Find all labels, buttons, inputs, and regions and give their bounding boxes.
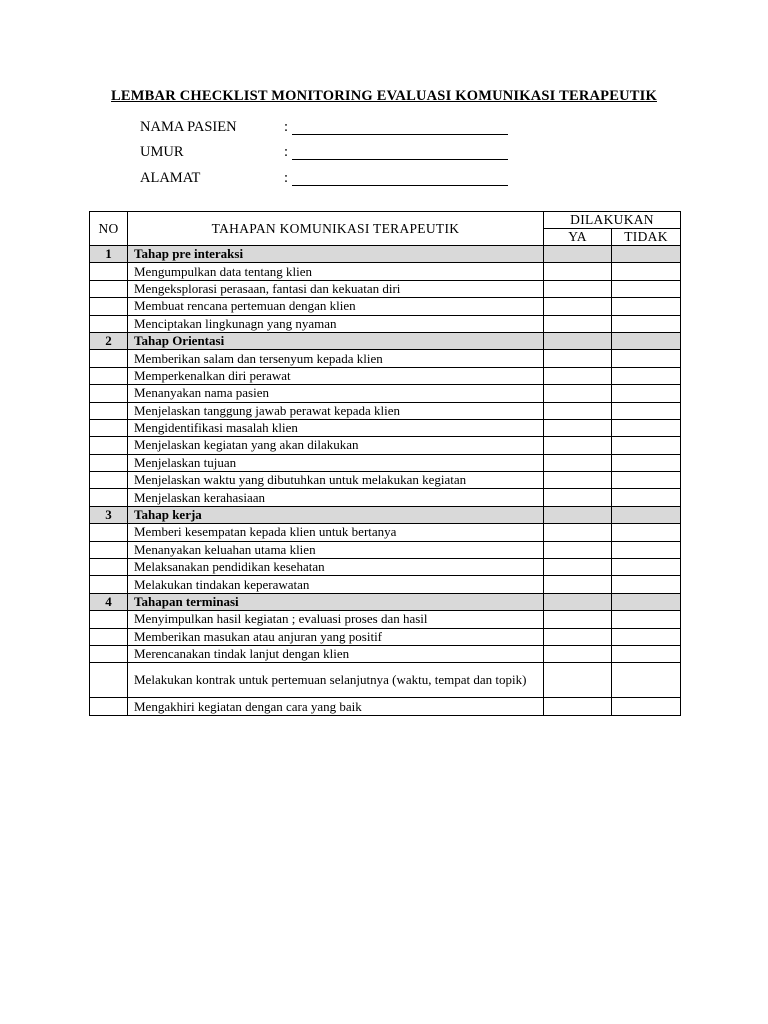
yes-checkbox-cell[interactable] bbox=[544, 541, 612, 558]
checklist-item-row bbox=[90, 454, 681, 471]
checklist-item-row bbox=[90, 263, 681, 280]
patient-name-blank[interactable] bbox=[292, 134, 508, 135]
item-number-cell bbox=[90, 454, 128, 471]
item-number-cell bbox=[90, 576, 128, 593]
section-number: 1 bbox=[90, 246, 128, 263]
not-checkbox-cell[interactable] bbox=[612, 402, 681, 419]
checklist-body bbox=[90, 246, 681, 716]
header-no: NO bbox=[90, 212, 128, 246]
item-text: Melaksanakan pendidikan kesehatan bbox=[128, 559, 544, 576]
yes-checkbox-cell[interactable] bbox=[544, 385, 612, 402]
yes-checkbox-cell[interactable] bbox=[544, 489, 612, 506]
not-checkbox-cell[interactable] bbox=[612, 524, 681, 541]
yes-checkbox-cell[interactable] bbox=[544, 419, 612, 436]
item-number-cell bbox=[90, 437, 128, 454]
yes-checkbox-cell[interactable] bbox=[544, 350, 612, 367]
yes-checkbox-cell[interactable] bbox=[544, 367, 612, 384]
item-text: Menjelaskan kerahasiaan bbox=[128, 489, 544, 506]
not-checkbox-cell[interactable] bbox=[612, 385, 681, 402]
yes-checkbox-cell[interactable] bbox=[544, 263, 612, 280]
checklist-item-row bbox=[90, 559, 681, 576]
item-text: Melakukan tindakan keperawatan bbox=[128, 576, 544, 593]
section-row bbox=[90, 332, 681, 349]
checklist-item-row bbox=[90, 385, 681, 402]
checklist-item-row bbox=[90, 350, 681, 367]
item-number-cell bbox=[90, 524, 128, 541]
section-yes-cell bbox=[544, 593, 612, 610]
section-yes-cell bbox=[544, 246, 612, 263]
checklist-item-row bbox=[90, 628, 681, 645]
checklist-item-row bbox=[90, 367, 681, 384]
checklist-item-row bbox=[90, 419, 681, 436]
item-text: Menjelaskan tanggung jawab perawat kepada klien bbox=[128, 402, 544, 419]
item-number-cell bbox=[90, 298, 128, 315]
not-checkbox-cell[interactable] bbox=[612, 367, 681, 384]
not-checkbox-cell[interactable] bbox=[612, 663, 681, 698]
yes-checkbox-cell[interactable] bbox=[544, 437, 612, 454]
colon: : bbox=[284, 170, 289, 186]
yes-checkbox-cell[interactable] bbox=[544, 298, 612, 315]
item-text: Mengidentifikasi masalah klien bbox=[128, 419, 544, 436]
item-text: Memberikan salam dan tersenyum kepada klien bbox=[128, 350, 544, 367]
not-checkbox-cell[interactable] bbox=[612, 472, 681, 489]
item-text: Mengeksplorasi perasaan, fantasi dan kekuatan diri bbox=[128, 280, 544, 297]
checklist-item-row bbox=[90, 298, 681, 315]
checklist-item-row bbox=[90, 489, 681, 506]
item-text: Menjelaskan waktu yang dibutuhkan untuk melakukan kegiatan bbox=[128, 472, 544, 489]
not-checkbox-cell[interactable] bbox=[612, 628, 681, 645]
item-text: Mengumpulkan data tentang klien bbox=[128, 263, 544, 280]
not-checkbox-cell[interactable] bbox=[612, 454, 681, 471]
patient-address-label: ALAMAT bbox=[140, 170, 201, 186]
not-checkbox-cell[interactable] bbox=[612, 698, 681, 715]
section-number: 4 bbox=[90, 593, 128, 610]
section-title: Tahap pre interaksi bbox=[128, 246, 544, 263]
yes-checkbox-cell[interactable] bbox=[544, 559, 612, 576]
item-number-cell bbox=[90, 628, 128, 645]
section-not-cell bbox=[612, 593, 681, 610]
item-text: Menciptakan lingkunagn yang nyaman bbox=[128, 315, 544, 332]
section-row bbox=[90, 506, 681, 523]
yes-checkbox-cell[interactable] bbox=[544, 402, 612, 419]
item-text: Menjelaskan kegiatan yang akan dilakukan bbox=[128, 437, 544, 454]
item-text: Menanyakan keluahan utama klien bbox=[128, 541, 544, 558]
item-number-cell bbox=[90, 698, 128, 715]
item-text: Merencanakan tindak lanjut dengan klien bbox=[128, 645, 544, 662]
item-text: Memberi kesempatan kepada klien untuk bertanya bbox=[128, 524, 544, 541]
item-number-cell bbox=[90, 489, 128, 506]
not-checkbox-cell[interactable] bbox=[612, 315, 681, 332]
not-checkbox-cell[interactable] bbox=[612, 298, 681, 315]
section-yes-cell bbox=[544, 332, 612, 349]
item-number-cell bbox=[90, 663, 128, 698]
not-checkbox-cell[interactable] bbox=[612, 645, 681, 662]
item-number-cell bbox=[90, 419, 128, 436]
not-checkbox-cell[interactable] bbox=[612, 611, 681, 628]
checklist-item-row bbox=[90, 524, 681, 541]
item-number-cell bbox=[90, 367, 128, 384]
header-stage: TAHAPAN KOMUNIKASI TERAPEUTIK bbox=[128, 212, 544, 246]
yes-checkbox-cell[interactable] bbox=[544, 524, 612, 541]
item-text: Menyimpulkan hasil kegiatan ; evaluasi proses dan hasil bbox=[128, 611, 544, 628]
item-text: Melakukan kontrak untuk pertemuan selanjutnya (waktu, tempat dan topik) bbox=[128, 663, 544, 698]
section-title: Tahap Orientasi bbox=[128, 332, 544, 349]
item-text: Memperkenalkan diri perawat bbox=[128, 367, 544, 384]
section-yes-cell bbox=[544, 506, 612, 523]
item-number-cell bbox=[90, 559, 128, 576]
item-number-cell bbox=[90, 472, 128, 489]
patient-age-label: UMUR bbox=[140, 144, 184, 160]
item-number-cell bbox=[90, 315, 128, 332]
section-row bbox=[90, 593, 681, 610]
not-checkbox-cell[interactable] bbox=[612, 419, 681, 436]
header-yes: YA bbox=[544, 229, 612, 246]
not-checkbox-cell[interactable] bbox=[612, 280, 681, 297]
section-number: 2 bbox=[90, 332, 128, 349]
checklist-table bbox=[89, 211, 681, 716]
document-title: LEMBAR CHECKLIST MONITORING EVALUASI KOMUNIKASI TERAPEUTIK bbox=[111, 88, 657, 104]
section-number: 3 bbox=[90, 506, 128, 523]
checklist-item-row bbox=[90, 698, 681, 715]
item-text: Mengakhiri kegiatan dengan cara yang baik bbox=[128, 698, 544, 715]
not-checkbox-cell[interactable] bbox=[612, 576, 681, 593]
patient-address-blank[interactable] bbox=[292, 185, 508, 186]
not-checkbox-cell[interactable] bbox=[612, 350, 681, 367]
checklist-item-row bbox=[90, 611, 681, 628]
section-not-cell bbox=[612, 506, 681, 523]
yes-checkbox-cell[interactable] bbox=[544, 454, 612, 471]
checklist-item-row bbox=[90, 402, 681, 419]
checklist-item-row bbox=[90, 576, 681, 593]
section-not-cell bbox=[612, 332, 681, 349]
item-text: Menjelaskan tujuan bbox=[128, 454, 544, 471]
item-number-cell bbox=[90, 263, 128, 280]
item-number-cell bbox=[90, 402, 128, 419]
checklist-item-row bbox=[90, 541, 681, 558]
section-not-cell bbox=[612, 246, 681, 263]
yes-checkbox-cell[interactable] bbox=[544, 611, 612, 628]
checklist-item-row bbox=[90, 663, 681, 698]
not-checkbox-cell[interactable] bbox=[612, 437, 681, 454]
item-text: Menanyakan nama pasien bbox=[128, 385, 544, 402]
checklist-item-row bbox=[90, 280, 681, 297]
header-done: DILAKUKAN bbox=[544, 212, 681, 229]
yes-checkbox-cell[interactable] bbox=[544, 663, 612, 698]
section-title: Tahap kerja bbox=[128, 506, 544, 523]
colon: : bbox=[284, 144, 289, 160]
checklist-item-row bbox=[90, 645, 681, 662]
item-text: Membuat rencana pertemuan dengan klien bbox=[128, 298, 544, 315]
section-title: Tahapan terminasi bbox=[128, 593, 544, 610]
yes-checkbox-cell[interactable] bbox=[544, 628, 612, 645]
yes-checkbox-cell[interactable] bbox=[544, 315, 612, 332]
item-number-cell bbox=[90, 280, 128, 297]
item-number-cell bbox=[90, 611, 128, 628]
colon: : bbox=[284, 119, 289, 135]
yes-checkbox-cell[interactable] bbox=[544, 280, 612, 297]
checklist-item-row bbox=[90, 472, 681, 489]
item-number-cell bbox=[90, 541, 128, 558]
patient-name-label: NAMA PASIEN bbox=[140, 119, 237, 135]
header-not: TIDAK bbox=[612, 229, 681, 246]
item-number-cell bbox=[90, 645, 128, 662]
not-checkbox-cell[interactable] bbox=[612, 263, 681, 280]
not-checkbox-cell[interactable] bbox=[612, 489, 681, 506]
not-checkbox-cell[interactable] bbox=[612, 559, 681, 576]
yes-checkbox-cell[interactable] bbox=[544, 645, 612, 662]
yes-checkbox-cell[interactable] bbox=[544, 576, 612, 593]
patient-age-blank[interactable] bbox=[292, 159, 508, 160]
item-number-cell bbox=[90, 350, 128, 367]
section-row bbox=[90, 246, 681, 263]
item-text: Memberikan masukan atau anjuran yang positif bbox=[128, 628, 544, 645]
not-checkbox-cell[interactable] bbox=[612, 541, 681, 558]
checklist-item-row bbox=[90, 437, 681, 454]
checklist-item-row bbox=[90, 315, 681, 332]
item-number-cell bbox=[90, 385, 128, 402]
yes-checkbox-cell[interactable] bbox=[544, 698, 612, 715]
yes-checkbox-cell[interactable] bbox=[544, 472, 612, 489]
